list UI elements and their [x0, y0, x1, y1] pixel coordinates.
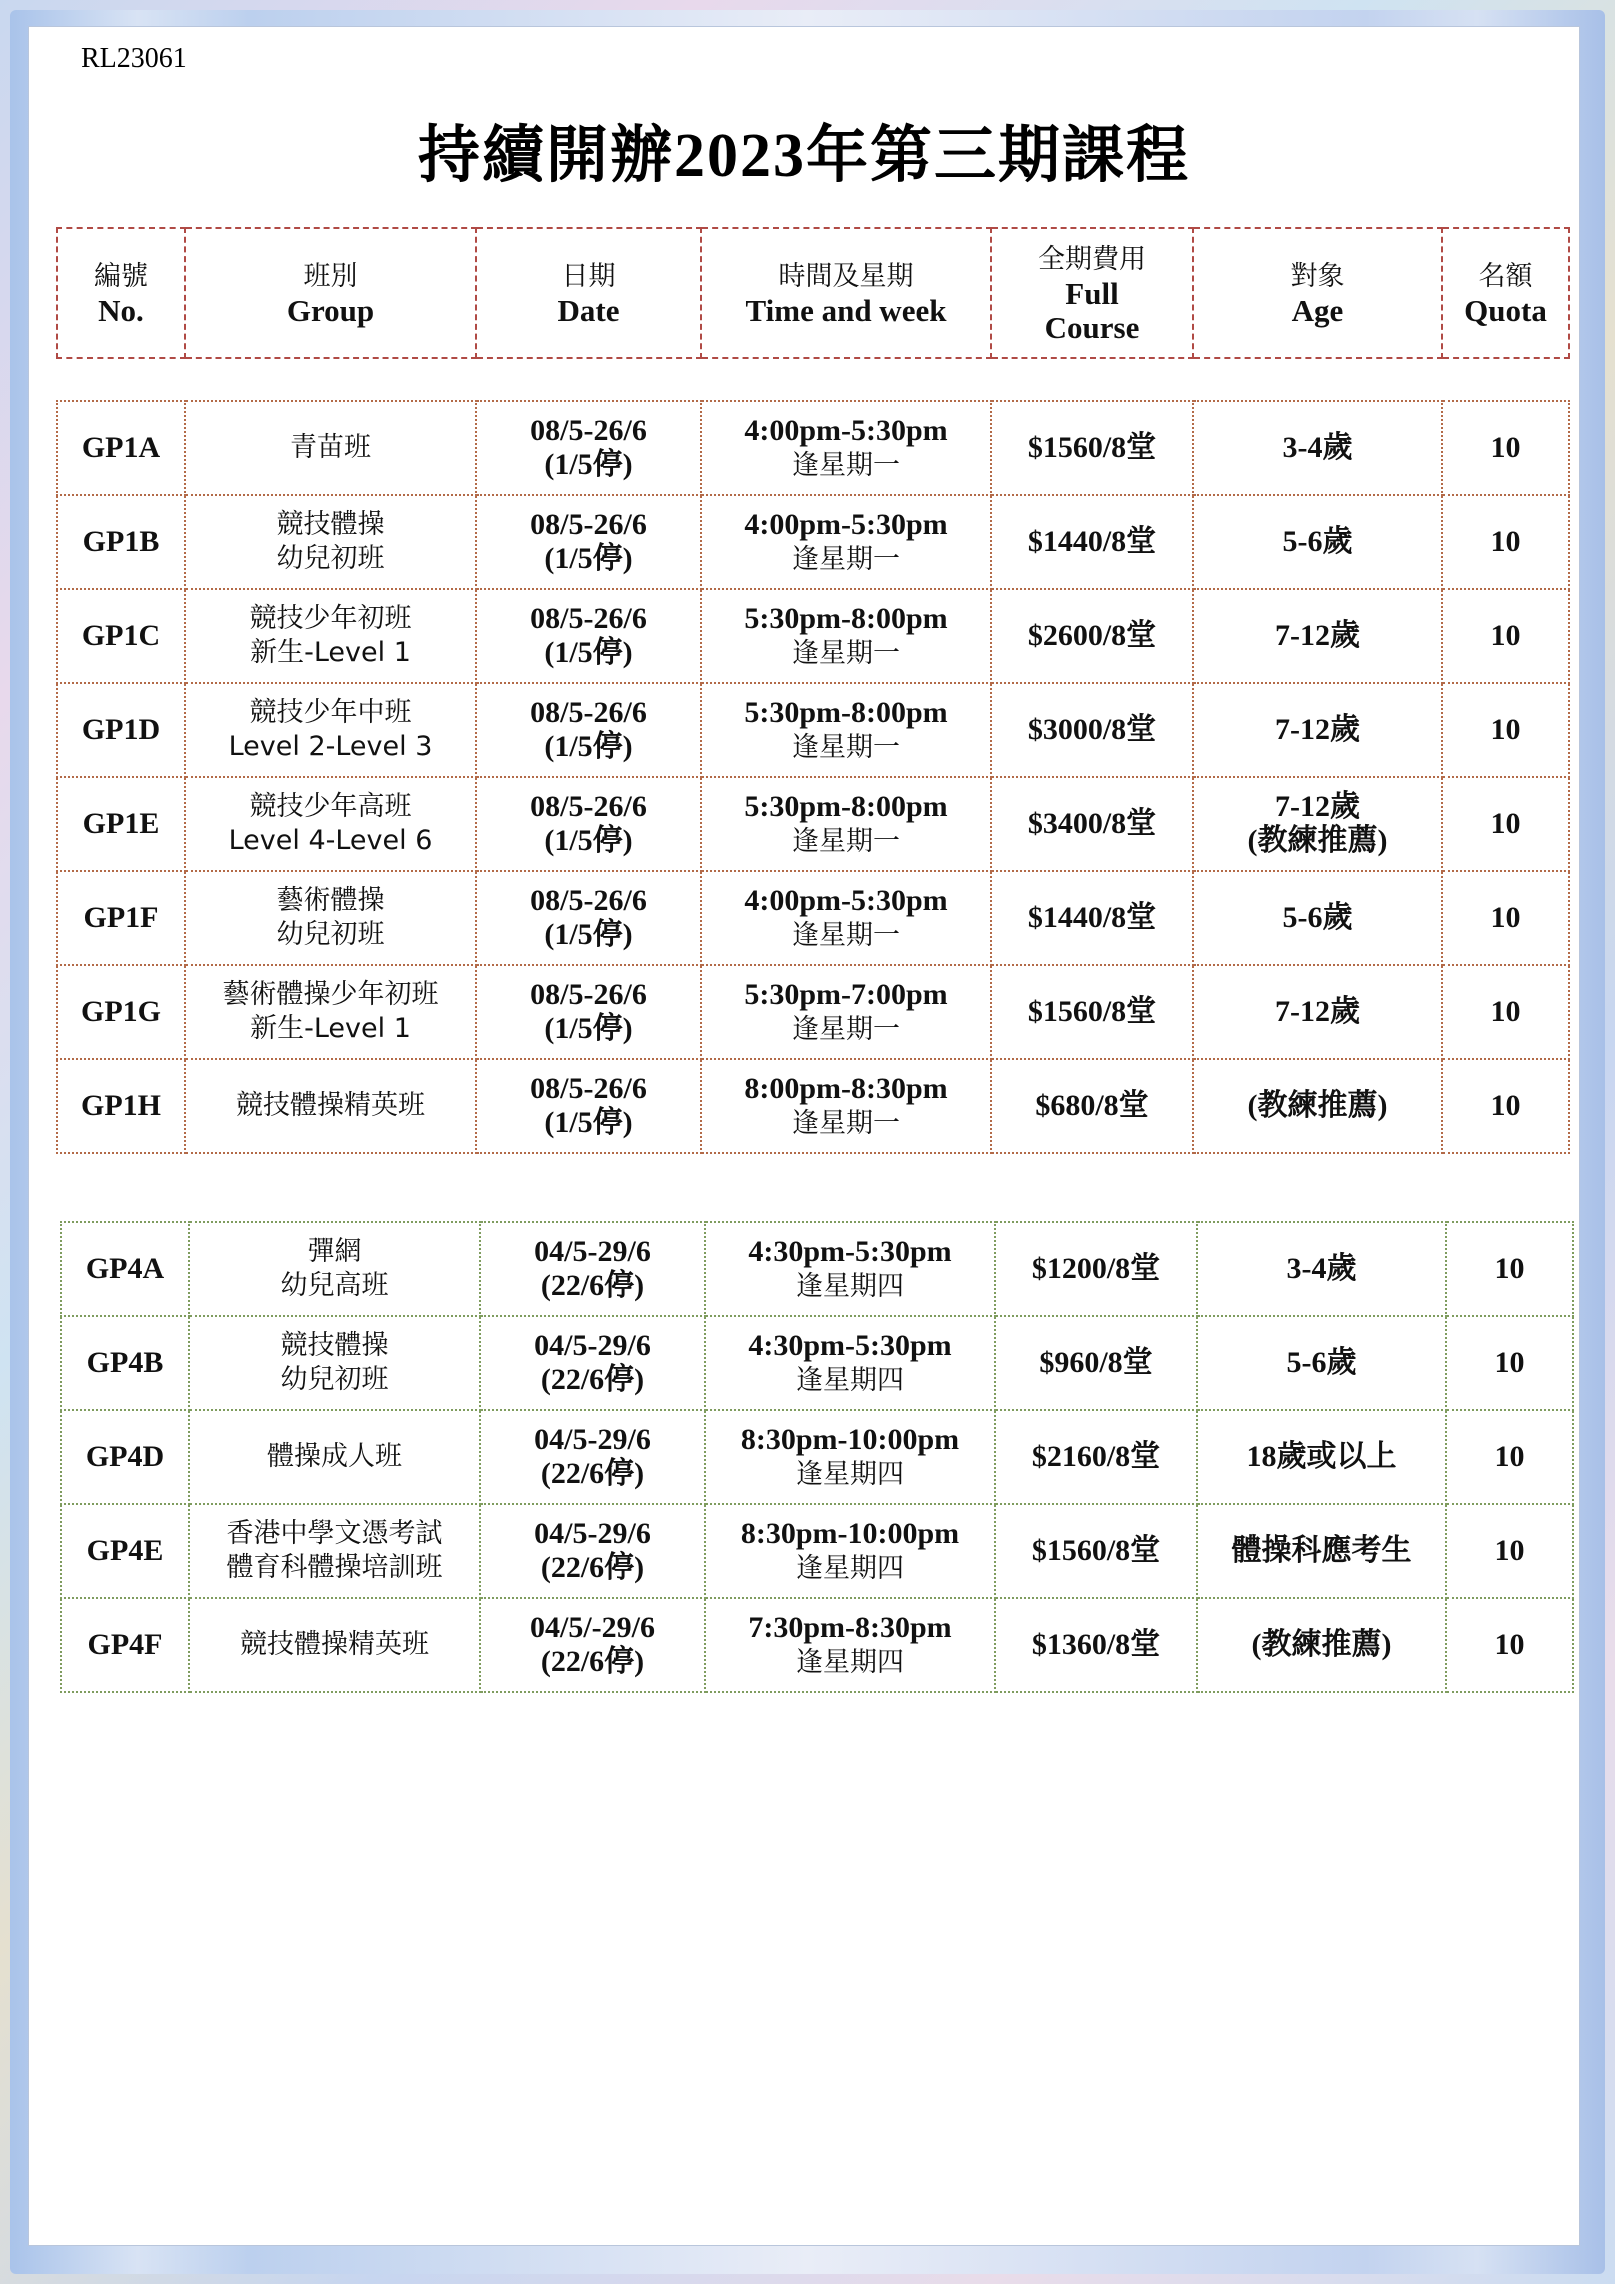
document-id: RL23061	[81, 43, 187, 74]
course-age: 18歲或以上	[1197, 1410, 1446, 1504]
course-date: 08/5-26/6 (1/5停)	[476, 777, 701, 871]
course-date: 04/5-29/6 (22/6停)	[480, 1504, 705, 1598]
course-quota: 10	[1442, 965, 1569, 1059]
course-quota: 10	[1442, 495, 1569, 589]
course-age: 3-4歲	[1193, 401, 1442, 495]
course-no: GP4F	[61, 1598, 189, 1692]
course-fee: $1560/8堂	[995, 1504, 1197, 1598]
header-fee: 全期費用 Full Course	[991, 228, 1193, 358]
course-no: GP1H	[57, 1059, 185, 1153]
table-row	[61, 1598, 1573, 1692]
course-age: 5-6歲	[1193, 495, 1442, 589]
header-group: 班別 Group	[185, 228, 476, 358]
header-quota: 名額 Quota	[1442, 228, 1569, 358]
course-age: (教練推薦)	[1193, 1059, 1442, 1153]
monday-course-table	[56, 400, 1570, 1154]
course-age: (教練推薦)	[1197, 1598, 1446, 1692]
course-group: 競技體操精英班	[189, 1598, 480, 1692]
course-group: 競技體操精英班	[185, 1059, 476, 1153]
table-row	[57, 401, 1569, 495]
course-quota: 10	[1446, 1410, 1573, 1504]
course-age: 7-12歲	[1193, 589, 1442, 683]
course-quota: 10	[1446, 1598, 1573, 1692]
table-row	[57, 589, 1569, 683]
course-no: GP1G	[57, 965, 185, 1059]
course-time: 5:30pm-8:00pm 逢星期一	[701, 589, 991, 683]
course-no: GP4B	[61, 1316, 189, 1410]
course-date: 04/5-29/6 (22/6停)	[480, 1316, 705, 1410]
table-header	[56, 227, 1570, 359]
header-date: 日期 Date	[476, 228, 701, 358]
course-date: 04/5/-29/6 (22/6停)	[480, 1598, 705, 1692]
course-fee: $3400/8堂	[991, 777, 1193, 871]
course-fee: $1200/8堂	[995, 1222, 1197, 1316]
thursday-course-table	[60, 1221, 1574, 1693]
table-row	[57, 683, 1569, 777]
course-fee: $2600/8堂	[991, 589, 1193, 683]
course-quota: 10	[1442, 401, 1569, 495]
course-date: 04/5-29/6 (22/6停)	[480, 1222, 705, 1316]
course-no: GP1C	[57, 589, 185, 683]
course-date: 08/5-26/6 (1/5停)	[476, 683, 701, 777]
header-age: 對象 Age	[1193, 228, 1442, 358]
header-row	[57, 228, 1569, 358]
course-group: 競技體操 幼兒初班	[189, 1316, 480, 1410]
table-row	[61, 1316, 1573, 1410]
course-fee: $960/8堂	[995, 1316, 1197, 1410]
course-time: 4:00pm-5:30pm 逢星期一	[701, 871, 991, 965]
course-group: 藝術體操 幼兒初班	[185, 871, 476, 965]
table-row	[57, 495, 1569, 589]
course-quota: 10	[1442, 683, 1569, 777]
table-row	[57, 777, 1569, 871]
course-fee: $1440/8堂	[991, 871, 1193, 965]
course-fee: $3000/8堂	[991, 683, 1193, 777]
course-quota: 10	[1446, 1222, 1573, 1316]
course-group: 競技少年初班 新生-Level 1	[185, 589, 476, 683]
course-date: 08/5-26/6 (1/5停)	[476, 871, 701, 965]
course-group: 體操成人班	[189, 1410, 480, 1504]
course-date: 08/5-26/6 (1/5停)	[476, 401, 701, 495]
table-row	[57, 1059, 1569, 1153]
course-time: 5:30pm-8:00pm 逢星期一	[701, 683, 991, 777]
table-row	[57, 871, 1569, 965]
course-group: 競技體操 幼兒初班	[185, 495, 476, 589]
course-fee: $2160/8堂	[995, 1410, 1197, 1504]
course-time: 4:00pm-5:30pm 逢星期一	[701, 401, 991, 495]
course-date: 08/5-26/6 (1/5停)	[476, 495, 701, 589]
course-age: 7-12歲	[1193, 683, 1442, 777]
course-age: 7-12歲 (教練推薦)	[1193, 777, 1442, 871]
table-row	[61, 1504, 1573, 1598]
course-group: 競技少年高班 Level 4-Level 6	[185, 777, 476, 871]
course-no: GP1D	[57, 683, 185, 777]
course-time: 8:30pm-10:00pm 逢星期四	[705, 1504, 995, 1598]
table-row	[61, 1410, 1573, 1504]
course-date: 08/5-26/6 (1/5停)	[476, 589, 701, 683]
course-time: 8:00pm-8:30pm 逢星期一	[701, 1059, 991, 1153]
course-age: 5-6歲	[1197, 1316, 1446, 1410]
course-age: 5-6歲	[1193, 871, 1442, 965]
course-no: GP1B	[57, 495, 185, 589]
course-group: 藝術體操少年初班 新生-Level 1	[185, 965, 476, 1059]
course-time: 5:30pm-7:00pm 逢星期一	[701, 965, 991, 1059]
course-time: 5:30pm-8:00pm 逢星期一	[701, 777, 991, 871]
course-quota: 10	[1442, 871, 1569, 965]
course-time: 8:30pm-10:00pm 逢星期四	[705, 1410, 995, 1504]
course-age: 3-4歲	[1197, 1222, 1446, 1316]
course-age: 7-12歲	[1193, 965, 1442, 1059]
course-date: 08/5-26/6 (1/5停)	[476, 1059, 701, 1153]
course-no: GP4A	[61, 1222, 189, 1316]
course-quota: 10	[1442, 777, 1569, 871]
course-no: GP1A	[57, 401, 185, 495]
document-page	[28, 26, 1580, 2246]
course-group: 香港中學文憑考試 體育科體操培訓班	[189, 1504, 480, 1598]
course-fee: $1440/8堂	[991, 495, 1193, 589]
course-date: 08/5-26/6 (1/5停)	[476, 965, 701, 1059]
course-no: GP4E	[61, 1504, 189, 1598]
course-quota: 10	[1446, 1316, 1573, 1410]
course-fee: $1360/8堂	[995, 1598, 1197, 1692]
course-time: 4:00pm-5:30pm 逢星期一	[701, 495, 991, 589]
course-quota: 10	[1442, 589, 1569, 683]
course-time: 4:30pm-5:30pm 逢星期四	[705, 1222, 995, 1316]
header-no: 編號 No.	[57, 228, 185, 358]
course-age: 體操科應考生	[1197, 1504, 1446, 1598]
course-date: 04/5-29/6 (22/6停)	[480, 1410, 705, 1504]
course-no: GP4D	[61, 1410, 189, 1504]
course-no: GP1F	[57, 871, 185, 965]
table-row	[57, 965, 1569, 1059]
header-time: 時間及星期 Time and week	[701, 228, 991, 358]
course-group: 彈網 幼兒高班	[189, 1222, 480, 1316]
course-fee: $1560/8堂	[991, 965, 1193, 1059]
course-no: GP1E	[57, 777, 185, 871]
table-row	[61, 1222, 1573, 1316]
course-time: 7:30pm-8:30pm 逢星期四	[705, 1598, 995, 1692]
course-fee: $1560/8堂	[991, 401, 1193, 495]
page-title: 持續開辦2023年第三期課程	[417, 122, 1190, 190]
course-group: 競技少年中班 Level 2-Level 3	[185, 683, 476, 777]
course-time: 4:30pm-5:30pm 逢星期四	[705, 1316, 995, 1410]
course-fee: $680/8堂	[991, 1059, 1193, 1153]
course-group: 青苗班	[185, 401, 476, 495]
course-quota: 10	[1446, 1504, 1573, 1598]
course-quota: 10	[1442, 1059, 1569, 1153]
